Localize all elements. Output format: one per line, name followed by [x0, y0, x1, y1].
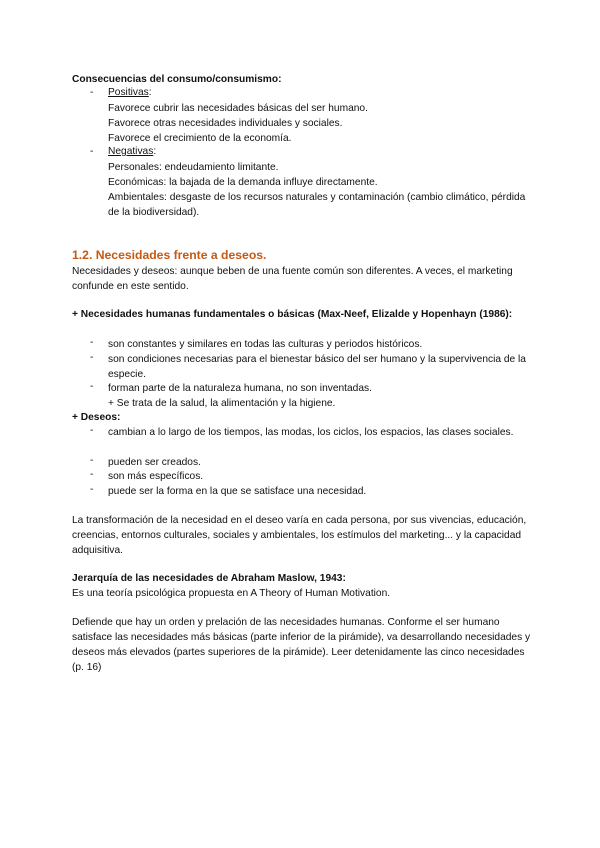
negativa-item: Personales: endeudamiento limitante. — [108, 162, 279, 173]
positiva-item: Favorece cubrir las necesidades básicas del ser humano. — [108, 103, 368, 114]
necesidades-title: + Necesidades humanas fundamentales o básicas (Max-Neef, Elizalde y Hopenhayn (1986): — [72, 309, 513, 320]
deseos-title: + Deseos: — [72, 412, 121, 423]
list-dash: - — [90, 425, 94, 436]
section-heading: 1.2. Necesidades frente a deseos. — [72, 248, 267, 262]
necesidad-item: son constantes y similares en todas las culturas y periodos históricos. — [108, 339, 423, 350]
positivas-colon: : — [148, 87, 152, 98]
positiva-item: Favorece el crecimiento de la economía. — [108, 133, 292, 144]
deseo-item: puede ser la forma en la que se satisface una necesidad. — [108, 486, 367, 497]
list-dash: - — [90, 381, 94, 392]
maslow-title: Jerarquía de las necesidades de Abraham Maslow, 1943: — [72, 573, 346, 584]
necesidad-item: forman parte de la naturaleza humana, no son inventadas. — [108, 383, 372, 394]
maslow-subtitle: Es una teoría psicológica propuesta en A Theory of Human Motivation. — [72, 588, 391, 599]
list-dash: - — [90, 87, 94, 98]
list-dash: - — [90, 455, 94, 466]
deseo-item: pueden ser creados. — [108, 457, 201, 468]
deseo-item: cambian a lo largo de los tiempos, las modas, los ciclos, los espacios, las clases sociales. — [108, 427, 514, 438]
positiva-item: Favorece otras necesidades individuales y sociales. — [108, 118, 343, 129]
transformacion-paragraph: La transformación de la necesidad en el deseo varía en cada persona, por sus vivencias, educación, creencias, entornos culturales, sociales y ambientales, los estímulos del marketing... y la capacidad adquisitiva. — [72, 515, 527, 556]
consecuencias-title: Consecuencias del consumo/consumismo: — [72, 74, 282, 85]
list-dash: - — [90, 484, 94, 495]
positivas-label: Positivas — [108, 87, 149, 98]
list-dash: - — [90, 352, 94, 363]
maslow-body: Defiende que hay un orden y prelación de las necesidades humanas. Conforme el ser humano satisface las necesidades más básicas (parte inferior de la pirámide), va desarrollando necesidades y deseos más elevados (partes superiores de la pirámide). Leer detenidamente las cinco necesidades (p. 16) — [72, 617, 531, 673]
list-dash: - — [90, 146, 94, 157]
list-dash: - — [90, 469, 94, 480]
negativa-item: Económicas: la bajada de la demanda influye directamente. — [108, 177, 378, 188]
necesidad-item: son condiciones necesarias para el bienestar básico del ser humano y la supervivencia de la especie. — [108, 354, 526, 380]
necesidad-extra: + Se trata de la salud, la alimentación y la higiene. — [108, 398, 336, 409]
negativa-item: Ambientales: desgaste de los recursos naturales y contaminación (cambio climático, pérdida de la biodiversidad). — [108, 192, 526, 218]
negativas-label: Negativas — [108, 146, 154, 157]
positivas-label-line — [108, 87, 152, 98]
negativas-label-line — [108, 146, 156, 157]
deseo-item: son más específicos. — [108, 471, 204, 482]
negativas-colon: : — [153, 146, 157, 157]
section-intro: Necesidades y deseos: aunque beben de una fuente común son diferentes. A veces, el marketing confunde en este sentido. — [72, 266, 513, 292]
list-dash: - — [90, 337, 94, 348]
